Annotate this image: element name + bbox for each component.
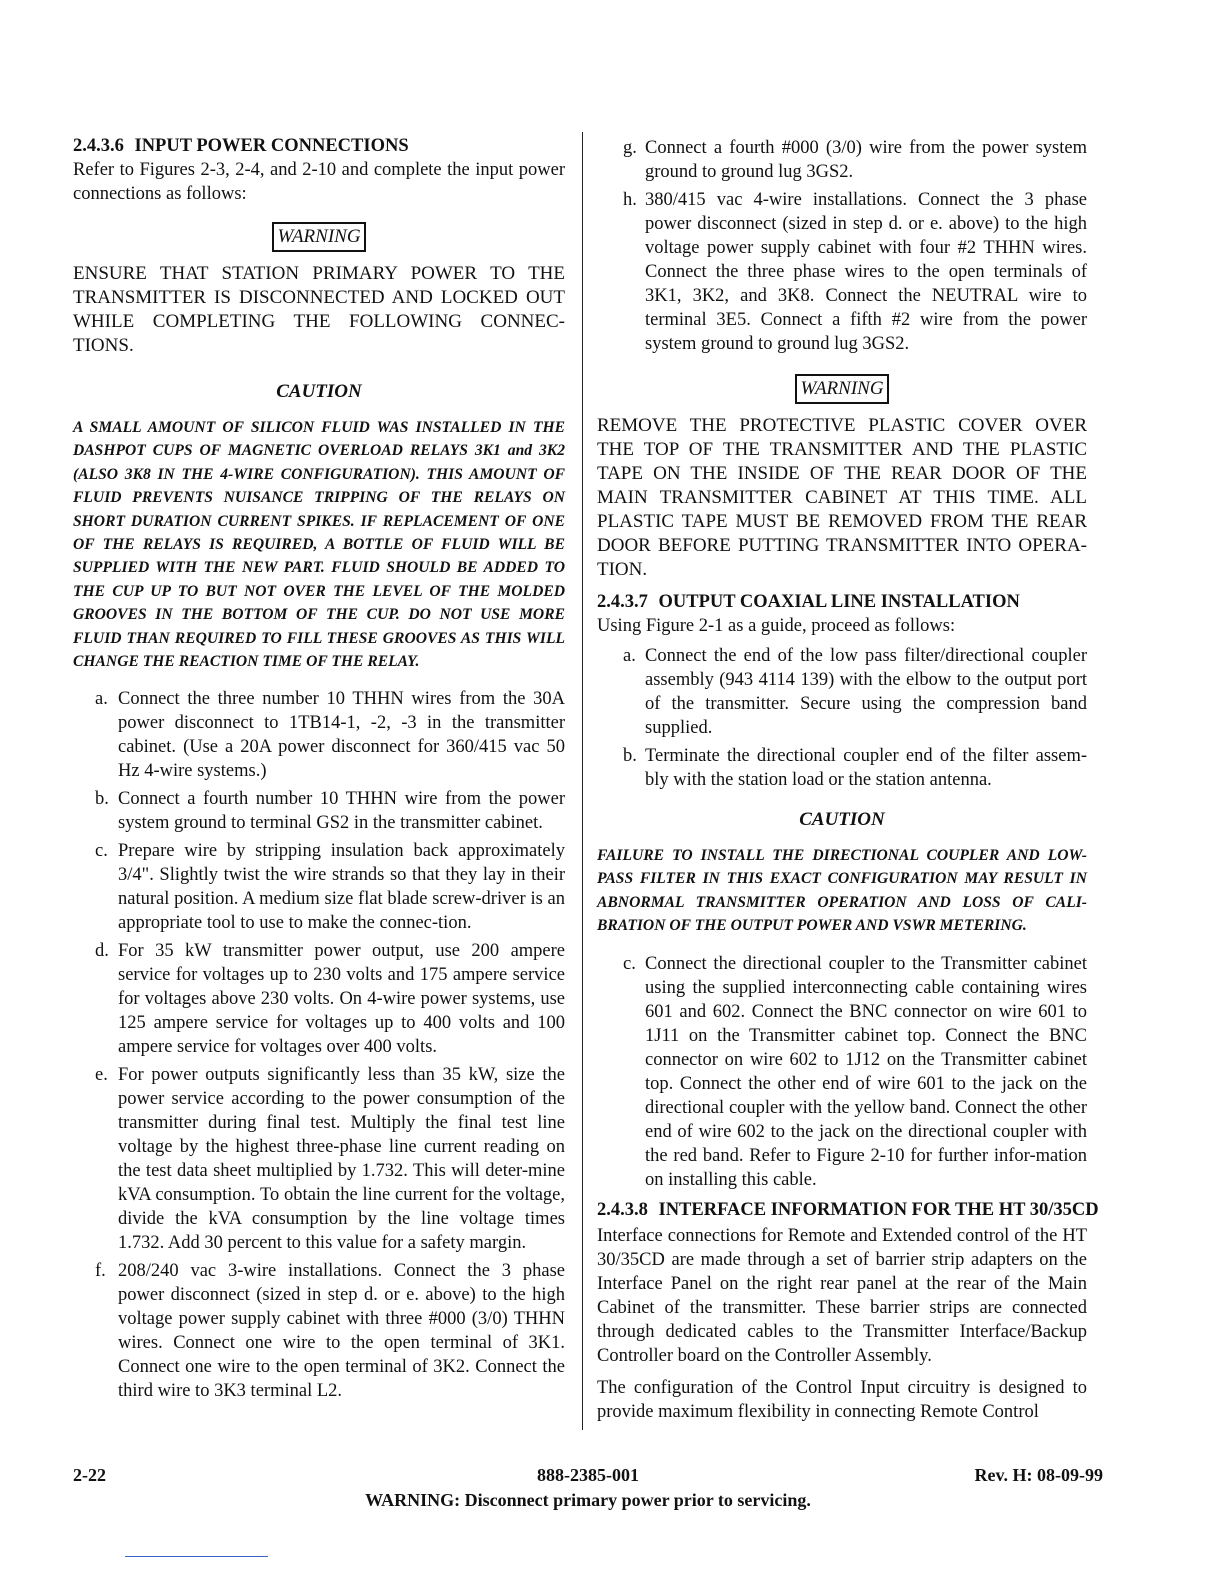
interface-paragraph: Interface connections for Remote and Extended control of the HT 30/35CD are made through a set of barrier strip adapters on the Interface Panel on the right rear panel at the rear of the Main Cabinet of the transmitter. These barrier strips are connected through dedicated cables to the Transmitter Interface/Backup Controller board on the Controller Assembly.: [597, 1225, 1087, 1366]
section-title: OUTPUT COAXIAL LINE INSTALLATION: [658, 592, 1020, 612]
scan-artifact-line: [125, 1556, 268, 1557]
list-item: g. Connect a fourth #000 (3/0) wire from the power system ground to ground lug 3GS2.: [623, 138, 1087, 182]
power-steps-continued: [597, 136, 1087, 356]
warning-text: ENSURE THAT STATION PRIMARY POWER TO THE TRANSMITTER IS DISCONNECTED AND LOCKED OUT WHILE COMPLETING THE FOLLOWING CONNEC-TIONS.: [73, 263, 565, 356]
caution-text: A SMALL AMOUNT OF SILICON FLUID WAS INSTALLED IN THE DASHPOT CUPS OF MAGNETIC OVERLOAD RELAYS 3K1 and 3K2 (ALSO 3K8 IN THE 4-WIRE CONFIGURATION). THIS AMOUNT OF FLUID PREVENTS NUISANCE TRIPPING OF THE RELAYS ON SHORT DURATION CURRENT SPIKES. IF REPLACEMENT OF ONE OF THE RELAYS IS REQUIRED, A BOTTLE OF FLUID WILL BE SUPPLIED WITH THE NEW PART. FLUID SHOULD BE ADDED TO THE CUP UP TO BUT NOT OVER THE LEVEL OF THE MOLDED GROOVES IN THE BOTTOM OF THE CUP. DO NOT USE MORE FLUID THAN REQUIRED TO FILL THESE GROOVES AS THIS WILL CHANGE THE REACTION TIME OF THE RELAY.: [73, 419, 565, 671]
caution-title: CAUTION: [799, 809, 885, 830]
list-item: b. Terminate the directional coupler end of the filter assem-bly with the station load or the station antenna.: [623, 746, 1087, 790]
revision: Rev. H: 08-09-99: [974, 1465, 1103, 1485]
section-intro: Using Figure 2-1 as a guide, proceed as follows:: [597, 616, 956, 636]
left-column: [73, 130, 565, 1407]
warning-label-wrap: [597, 374, 1087, 404]
caution-text: FAILURE TO INSTALL THE DIRECTIONAL COUPLER AND LOW-PASS FILTER IN THIS EXACT CONFIGURATION MAY RESULT IN ABNORMAL TRANSMITTER OPERATION AND LOSS OF CALI-BRATION OF THE OUTPUT POWER AND VSWR METERING.: [597, 847, 1087, 935]
warning-label-wrap: [73, 222, 565, 252]
input-power-steps: [73, 687, 565, 1403]
list-item: c. Connect the directional coupler to the Transmitter cabinet using the supplied interconnecting cable containing wires 601 and 602. Connect the BNC connector on wire 601 to 1J11 on the Transmitter cabinet top. Connect the BNC connector on wire 602 to 1J12 on the Transmitter cabinet top. Connect the other end of wire 601 to the jack on the directional coupler with the yellow band. Connect the other end of wire 602 to the jack on the directional coupler with the red band. Refer to Figure 2-10 for further infor-mation on installing this cable.: [623, 953, 1087, 1190]
list-item: a. Connect the end of the low pass filter/directional coupler assembly (943 4114 139) with the elbow to the output port of the transmitter. Secure using the compression band supplied.: [623, 646, 1087, 738]
section-heading-output-coax: [597, 590, 1087, 614]
list-item: d. For 35 kW transmitter power output, use 200 ampere service for voltages up to 230 volts and 175 ampere service for voltages above 230 volts. On 4-wire power systems, use 125 ampere service for voltages up to 400 volts and 100 ampere service for voltages over 400 volts.: [95, 941, 565, 1058]
document-number: 888-2385-001: [537, 1465, 639, 1485]
list-item: a. Connect the three number 10 THHN wires from the 30A power disconnect to 1TB14-1, -2, -3 in the transmitter cabinet. (Use a 20A power disconnect for 360/415 vac 50 Hz 4-wire systems.): [95, 689, 565, 782]
coax-steps-continued: [597, 952, 1087, 1192]
coax-steps: [597, 644, 1087, 792]
warning-label: WARNING: [795, 374, 888, 404]
footer-warning: WARNING: Disconnect primary power prior to servicing.: [365, 1490, 811, 1510]
section-title: INPUT POWER CONNECTIONS: [134, 136, 409, 156]
list-item: c. Prepare wire by stripping insulation back approximately 3/4". Slightly twist the wire strands so that they lay in their natural position. A medium size flat blade screw-driver is an appropriate tool to use to make the connec-tion.: [95, 841, 565, 934]
right-column: [597, 130, 1099, 1424]
list-item: e. For power outputs significantly less than 35 kW, size the power service according to the power consumption of the transmitter during final test. Multiply the final test line voltage by the highest three-phase line current reading on the test data sheet multiplied by 1.732. This will deter-mine kVA consumption. To obtain the line current for the voltage, divide the kVA consumption by the line voltage times 1.732. Add 30 percent to this value for a safety margin.: [95, 1065, 565, 1254]
column-divider: [582, 132, 583, 1430]
list-item: h. 380/415 vac 4-wire installations. Connect the 3 phase power disconnect (sized in step d. or e. above) to the high voltage power supply cabinet with four #2 THHN wires. Connect the three phase wires to the open terminals of 3K1, 3K2, and 3K8. Connect the NEUTRAL wire to terminal 3E5. Connect a fifth #2 wire from the power system ground to ground lug 3GS2.: [623, 190, 1087, 354]
list-item: f. 208/240 vac 3-wire installations. Connect the 3 phase power disconnect (sized in step d. or e. above) to the high voltage power supply cabinet with three #000 (3/0) THHN wires. Connect one wire to the open terminal of 3K1. Connect one wire to the open terminal of 3K2. Connect the third wire to 3K3 terminal L2.: [95, 1261, 565, 1402]
list-item: b. Connect a fourth number 10 THHN wire from the power system ground to terminal GS2 in the transmitter cabinet.: [95, 789, 565, 834]
section-number: 2.4.3.8: [597, 1199, 648, 1220]
section-heading-interface: [597, 1198, 1129, 1222]
page-number: 2-22: [73, 1465, 106, 1485]
caution-title: CAUTION: [276, 381, 362, 402]
warning-label: WARNING: [272, 222, 365, 252]
warning-text: REMOVE THE PROTECTIVE PLASTIC COVER OVER THE TOP OF THE TRANSMITTER AND THE PLASTIC TAPE ON THE INSIDE OF THE REAR DOOR OF THE MAIN TRANSMITTER CABINET AT THIS TIME. ALL PLASTIC TAPE MUST BE REMOVED FROM THE REAR DOOR BEFORE PUTTING TRANSMITTER INTO OPERA-TION.: [597, 415, 1087, 580]
section-intro: Refer to Figures 2-3, 2-4, and 2-10 and complete the input power connections as follows:: [73, 160, 565, 204]
section-title: INTERFACE INFORMATION FOR THE HT 30/35CD: [658, 1199, 1099, 1220]
section-heading-input-power: [73, 134, 565, 158]
control-input-paragraph: The configuration of the Control Input circuitry is designed to provide maximum flexibility in connecting Remote Control: [597, 1377, 1087, 1422]
section-number: 2.4.3.6: [73, 136, 124, 156]
section-number: 2.4.3.7: [597, 592, 648, 612]
